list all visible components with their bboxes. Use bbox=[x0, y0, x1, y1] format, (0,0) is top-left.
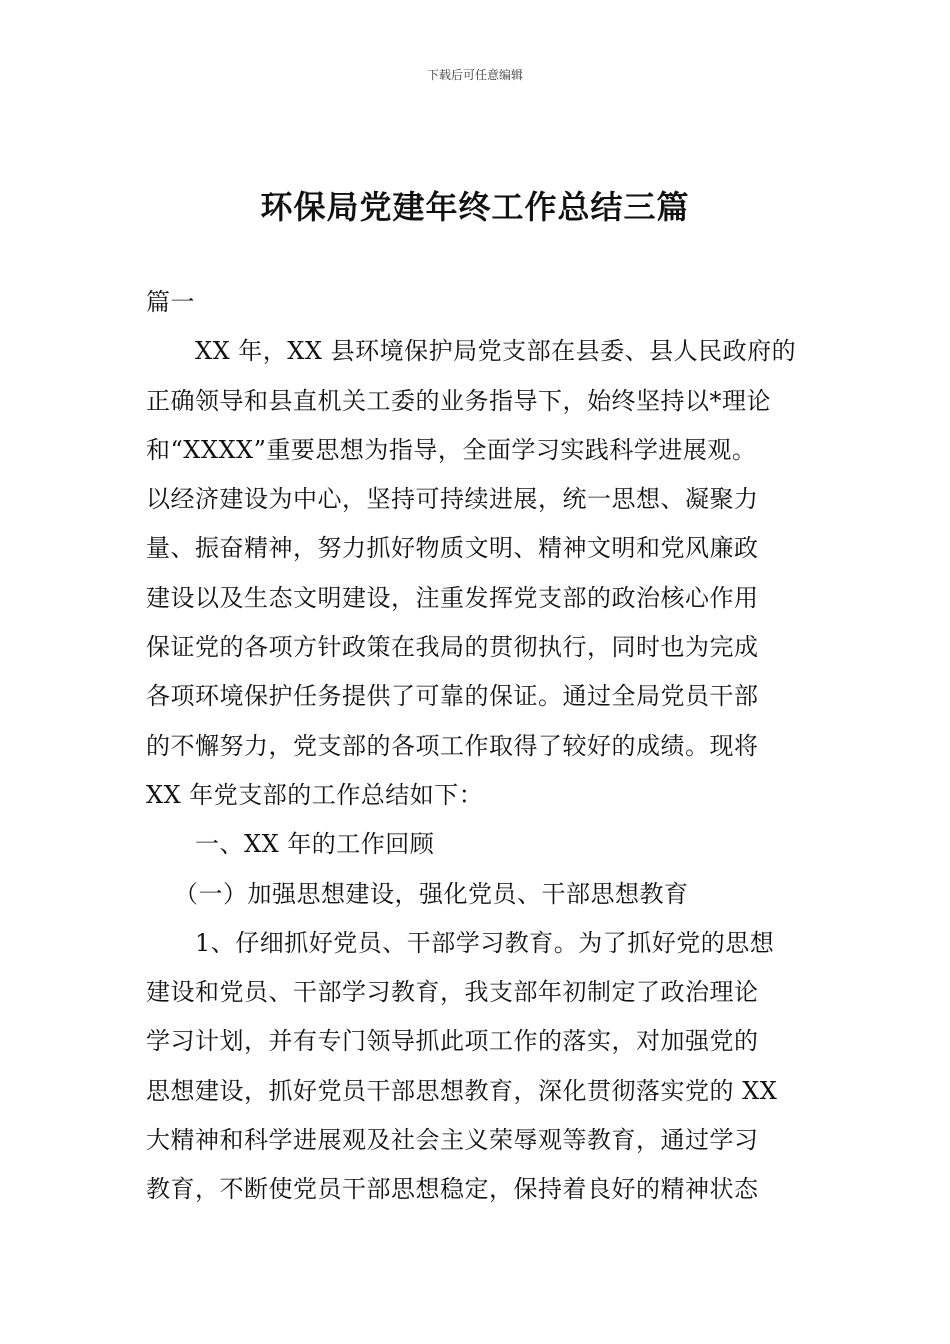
paragraph-line: 1、仔细抓好党员、干部学习教育。为了抓好党的思想 bbox=[195, 928, 775, 957]
paragraph-line: 以经济建设为中心，坚持可持续进展，统一思想、凝聚力 bbox=[146, 485, 759, 514]
paragraph-line: XX 年党支部的工作总结如下： bbox=[146, 780, 484, 809]
paragraph-line: 各项环境保护任务提供了可靠的保证。通过全局党员干部 bbox=[146, 682, 759, 711]
paragraph-line: 学习计划，并有专门领导抓此项工作的落实，对加强党的 bbox=[146, 1027, 759, 1056]
paragraph-line: XX 年，XX 县环境保护局党支部在县委、县人民政府的 bbox=[195, 337, 797, 366]
header-note: 下载后可任意编辑 bbox=[426, 68, 523, 82]
paragraph-line: 大精神和科学进展观及社会主义荣辱观等教育，通过学习 bbox=[146, 1126, 759, 1155]
subsection-heading: （一）加强思想建设，强化党员、干部思想教育 bbox=[174, 879, 689, 908]
subsection-heading: 一、XX 年的工作回顾 bbox=[195, 830, 435, 859]
paragraph-line: 教育，不断使党员干部思想稳定，保持着良好的精神状态 bbox=[146, 1175, 759, 1204]
document-body bbox=[146, 278, 810, 1215]
paragraph-line: 量、振奋精神，努力抓好物质文明、精神文明和党风廉政 bbox=[146, 534, 759, 563]
paragraph-line: 正确领导和县直机关工委的业务指导下，始终坚持以*理论 bbox=[146, 386, 771, 415]
paragraph-line: 的不懈努力，党支部的各项工作取得了较好的成绩。现将 bbox=[146, 731, 759, 760]
document-title: 环保局党建年终工作总结三篇 bbox=[260, 188, 690, 226]
paragraph-line: 建设以及生态文明建设，注重发挥党支部的政治核心作用 bbox=[146, 583, 759, 612]
paragraph-line: 建设和党员、干部学习教育，我支部年初制定了政治理论 bbox=[146, 978, 759, 1007]
section-heading: 篇一 bbox=[146, 288, 195, 316]
paragraph-line: 和“XXXX”重要思想为指导，全面学习实践科学进展观。 bbox=[146, 435, 757, 464]
paragraph-line: 保证党的各项方针政策在我局的贯彻执行，同时也为完成 bbox=[146, 633, 759, 662]
paragraph-line: 思想建设，抓好党员干部思想教育，深化贯彻落实党的 XX bbox=[146, 1076, 778, 1105]
